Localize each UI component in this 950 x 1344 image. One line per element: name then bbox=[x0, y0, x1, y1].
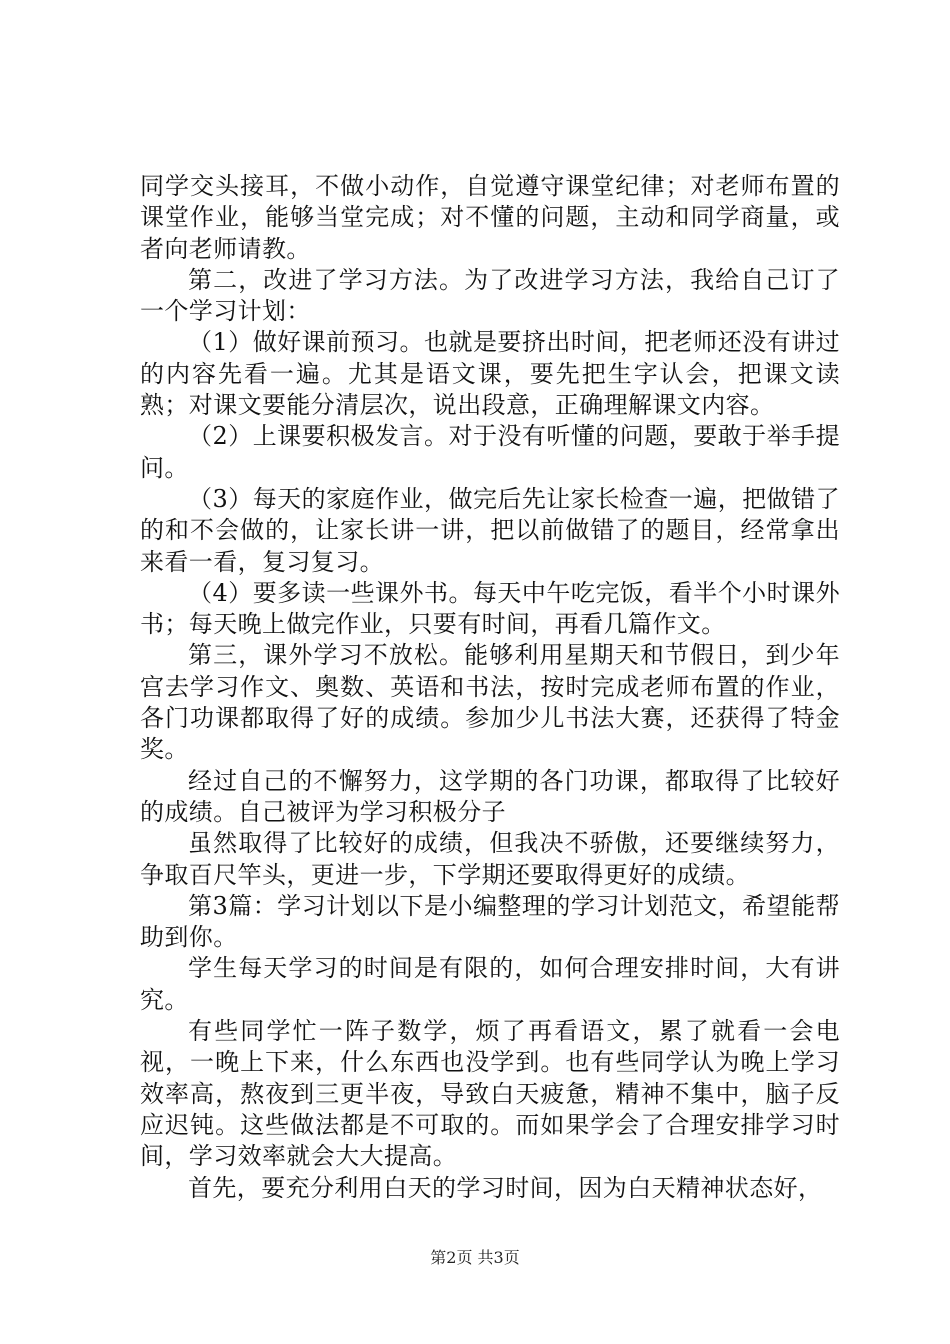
paragraph-bad-habits: 有些同学忙一阵子数学，烦了再看语文，累了就看一会电视，一晚上下来，什么东西也没学到。也有些同学认为晚上学习效率高，熬夜到三更半夜，导致白天疲惫，精神不集中，脑子反应迟钝。这些做法都是不可取的。而如果学会了合理安排学习时间，学习效率就会大大提高。 bbox=[140, 1017, 840, 1171]
plan-item-2: （2）上课要积极发言。对于没有听懂的问题，要敢于举手提问。 bbox=[140, 422, 840, 482]
paragraph-article-3-intro: 第3篇：学习计划以下是小编整理的学习计划范文，希望能帮助到你。 bbox=[140, 891, 840, 952]
paragraph-third-point: 第三，课外学习不放松。能够利用星期天和节假日，到少年宫去学习作文、奥数、英语和书法，按时完成老师布置的作业，各门功课都取得了好的成绩。参加少儿书法大赛，还获得了特金奖。 bbox=[140, 641, 840, 764]
plan-item-4: （4）要多读一些课外书。每天中午吃完饭，看半个小时课外书；每天晚上做完作业，只要有时间，再看几篇作文。 bbox=[140, 578, 840, 639]
document-body bbox=[140, 171, 840, 1204]
paragraph-resolve: 虽然取得了比较好的成绩，但我决不骄傲，还要继续努力，争取百尺竿头，更进一步，下学期还要取得更好的成绩。 bbox=[140, 829, 840, 889]
paragraph-daytime: 首先，要充分利用白天的学习时间，因为白天精神状态好， bbox=[188, 1173, 823, 1202]
plan-item-3: （3）每天的家庭作业，做完后先让家长检查一遍，把做错了的和不会做的，让家长讲一讲，把以前做错了的题目，经常拿出来看一看，复习复习。 bbox=[140, 484, 840, 576]
paragraph-second-point: 第二，改进了学习方法。为了改进学习方法，我给自己订了一个学习计划： bbox=[140, 265, 840, 326]
paragraph-time-limited: 学生每天学习的时间是有限的，如何合理安排时间，大有讲究。 bbox=[140, 954, 840, 1014]
paragraph-effort: 经过自己的不懈努力，这学期的各门功课，都取得了比较好的成绩。自己被评为学习积极分子 bbox=[140, 766, 840, 826]
paragraph-continuation: 同学交头接耳，不做小动作，自觉遵守课堂纪律；对老师布置的课堂作业，能够当堂完成；对不懂的问题，主动和同学商量，或者向老师请教。 bbox=[140, 172, 840, 263]
page-number-footer: 第2页 共3页 bbox=[430, 1248, 520, 1267]
plan-item-1: （1）做好课前预习。也就是要挤出时间，把老师还没有讲过的内容先看一遍。尤其是语文课，要先把生字认会，把课文读熟；对课文要能分清层次，说出段意，正确理解课文内容。 bbox=[140, 328, 840, 420]
